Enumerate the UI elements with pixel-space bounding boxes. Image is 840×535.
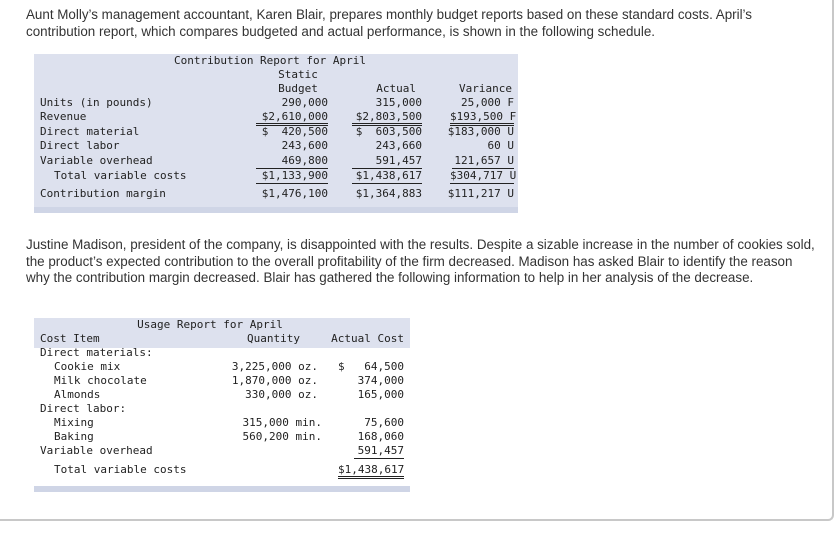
col-quantity-label: Quantity [247,332,300,345]
row-label-revenue: Revenue [40,110,87,123]
actual-total-variable-costs: $1,438,617 [352,169,422,184]
contribution-report-bottom-bar [34,207,518,213]
budget-direct-material: $ 420,500 [261,125,328,138]
variable-overhead-label: Variable overhead [40,444,153,457]
actual-units: 315,000 [375,96,422,109]
actual-variable-overhead: 591,457 [352,154,422,169]
budget-direct-labor: 243,600 [281,139,328,152]
budget-contribution-margin: $1,476,100 [261,187,328,200]
cost-milk-chocolate: 374,000 [357,374,404,387]
variance-variable-overhead: 121,657 U [452,154,514,169]
row-label-variable-overhead: Variable overhead [40,154,153,167]
variance-revenue: $193,500 F [450,110,514,126]
direct-labor-label: Direct labor: [40,402,127,415]
col-actual-cost-label: Actual Cost [331,332,404,345]
cost-mixing: 75,600 [364,416,404,429]
budget-revenue: $2,610,000 [256,110,328,126]
second-paragraph: Justine Madison, president of the company, is disappointed with the results. Despite a sizable increase in the number of cookies sold, the product’s expected contribution to the overall profitability of the firm decreased. Madison has asked Blair to identify the reason why the contribution margin decreased. Blair has gathered the following information to help in her analysis of the decrease. [26,237,815,285]
actual-revenue: $2,803,500 [352,110,422,126]
cost-variable-overhead: 591,457 [354,444,404,459]
intro-paragraph: Aunt Molly’s management accountant, Karen Blair, prepares monthly budget reports based on these standard costs. April’s contribution report, which compares budgeted and actual performance, is shown in the following schedule. [26,7,752,39]
row-label-contribution-margin: Contribution margin [40,187,166,200]
col-static-label: Static [278,68,318,81]
actual-contribution-margin: $1,364,883 [355,187,422,200]
row-label-units: Units (in pounds) [40,96,153,109]
contribution-report-title: Contribution Report for April [173,54,367,67]
item-mixing: Mixing [54,416,94,429]
item-cookie-mix: Cookie mix [54,360,121,373]
col-budget-label: Budget [278,82,318,95]
cost-baking: 168,060 [357,430,404,443]
usage-report-title: Usage Report for April [137,318,283,331]
row-label-total-variable-costs: Total variable costs [54,169,187,182]
item-baking: Baking [54,430,94,443]
variance-direct-material: $183,000 U [447,125,514,138]
actual-direct-material: $ 603,500 [355,125,422,138]
row-label-direct-material: Direct material [40,125,140,138]
variance-direct-labor: 60 U [487,139,514,152]
actual-direct-labor: 243,660 [375,139,422,152]
quantity-almonds: 330,000 oz. [245,388,318,401]
usage-report-bottom-bar [34,486,410,492]
quantity-baking: 560,200 min. [242,430,322,443]
cost-almonds: 165,000 [357,388,404,401]
cost-sign-cookie-mix: $ [338,360,345,373]
item-milk-chocolate: Milk chocolate [54,374,147,387]
variance-contribution-margin: $111,217 U [447,187,514,200]
cost-cookie-mix: 64,500 [364,360,404,373]
total-variable-costs-value: $1,438,617 [338,463,404,479]
variance-total-variable-costs: $304,717 U [450,169,517,182]
row-label-direct-labor: Direct labor [40,139,120,152]
col-cost-item-label: Cost Item [40,332,100,345]
budget-variable-overhead: 469,800 [256,154,328,169]
budget-total-variable-costs: $1,133,900 [256,169,328,184]
direct-materials-label: Direct materials: [40,346,153,359]
total-variable-costs-label: Total variable costs [54,463,187,476]
col-variance-label: Variance [459,82,512,95]
variance-units: 25,000 F [461,96,514,109]
quantity-mixing: 315,000 min. [242,416,322,429]
col-actual-label: Actual [376,82,416,95]
item-almonds: Almonds [54,388,101,401]
quantity-milk-chocolate: 1,870,000 oz. [231,374,318,387]
quantity-cookie-mix: 3,225,000 oz. [231,360,318,373]
budget-units: 290,000 [281,96,328,109]
